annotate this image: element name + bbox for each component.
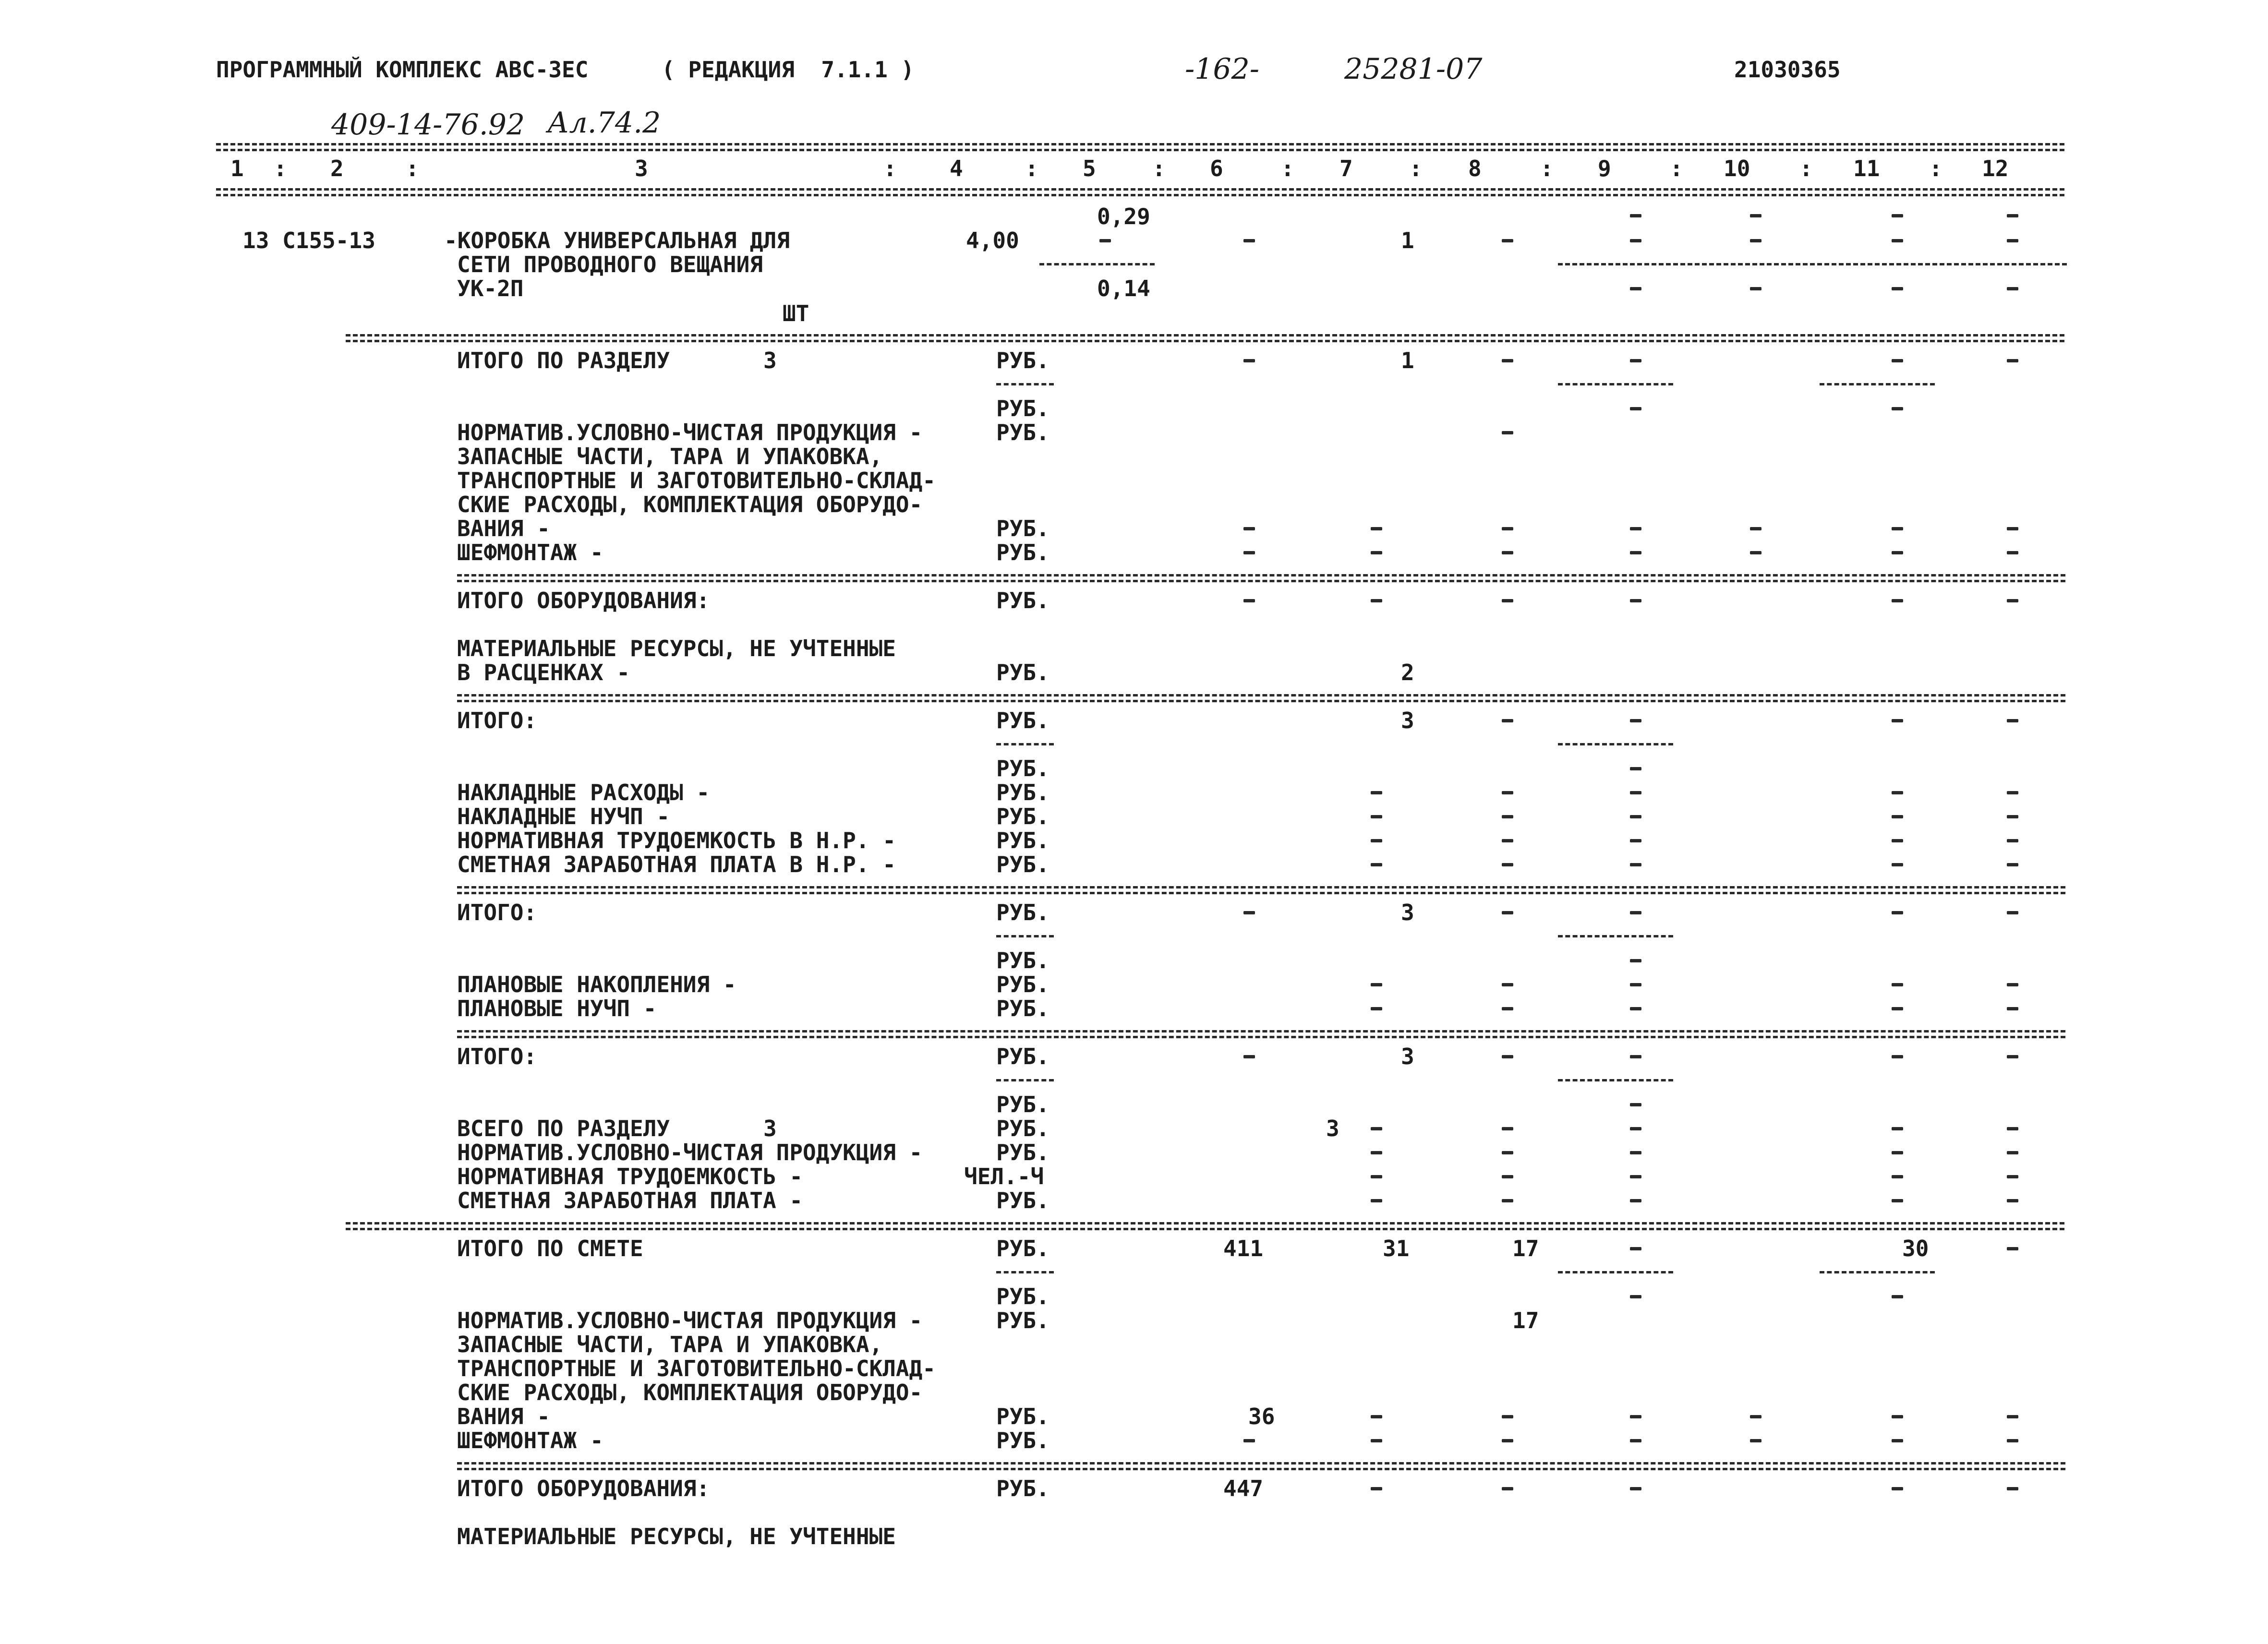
dash-mark	[1371, 599, 1382, 602]
unit-rub: РУБ.	[996, 420, 1050, 445]
column-header-6: 6	[1210, 156, 1223, 181]
spare-parts-line-4: ВАНИЯ -	[457, 516, 550, 541]
dash-mark	[2007, 1439, 2018, 1442]
section-rule	[457, 886, 2065, 888]
dash-mark	[1630, 359, 1641, 362]
section-total-col7: 1	[1401, 348, 1414, 373]
order-number: 25281-07	[1344, 52, 1483, 86]
column-header-11: 11	[1853, 156, 1880, 181]
dash-mark	[1892, 527, 1903, 530]
dash-mark	[1750, 214, 1761, 217]
sub-divider	[1558, 1079, 1673, 1081]
column-header-7: 7	[1339, 156, 1353, 181]
dash-mark	[2007, 791, 2018, 794]
sub-divider	[996, 383, 1054, 385]
dash-mark	[1892, 1295, 1903, 1298]
dash-mark	[1502, 791, 1513, 794]
dash-mark	[1630, 959, 1641, 962]
dash-mark	[1630, 551, 1641, 554]
estimate-equipment-col6: 447	[1223, 1476, 1264, 1501]
unit-rub: РУБ.	[996, 972, 1050, 997]
dash-mark	[2007, 1055, 2018, 1058]
unit-rub: РУБ.	[996, 1308, 1050, 1333]
dash-mark	[1892, 1127, 1903, 1130]
estimate-total-col7: 31	[1383, 1236, 1410, 1261]
dash-mark	[2007, 1415, 2018, 1418]
album-reference: Ал.74.2	[547, 106, 661, 140]
planned-savings-label: ПЛАНОВЫЕ НАКОПЛЕНИЯ -	[457, 972, 736, 997]
unit-rub: РУБ.	[996, 1404, 1050, 1429]
dash-mark	[2007, 214, 2018, 217]
sub-divider	[1820, 1271, 1935, 1273]
dash-mark	[1502, 1007, 1513, 1010]
sub-divider	[1558, 383, 1673, 385]
dash-mark	[1243, 527, 1255, 530]
dash-mark	[1892, 1415, 1903, 1418]
dash-mark	[1502, 239, 1513, 242]
dash-mark	[1371, 1487, 1382, 1490]
dash-mark	[2007, 1175, 2018, 1178]
labor-intensity-nr-label: НОРМАТИВНАЯ ТРУДОЕМКОСТЬ В Н.Р. -	[457, 828, 896, 853]
dash-mark	[1502, 1439, 1513, 1442]
dash-mark	[1371, 839, 1382, 842]
item-name-line-1: -КОРОБКА УНИВЕРСАЛЬНАЯ ДЛЯ	[444, 228, 790, 253]
column-header-1: 1	[230, 156, 244, 181]
column-header-5: 5	[1083, 156, 1096, 181]
unit-rub: РУБ.	[996, 1140, 1050, 1165]
column-sep: :	[274, 156, 287, 181]
dash-mark	[1502, 1415, 1513, 1418]
column-sep: :	[406, 156, 419, 181]
dash-mark	[1371, 1199, 1382, 1202]
dash-mark	[1371, 1439, 1382, 1442]
item-unit: ШТ	[783, 300, 809, 326]
document-code: 21030365	[1734, 57, 1841, 83]
dash-mark	[1502, 551, 1513, 554]
column-header-4: 4	[950, 156, 963, 181]
dash-mark	[1630, 599, 1641, 602]
dash-mark	[1750, 239, 1761, 242]
dash-mark	[2007, 1199, 2018, 1202]
estimate-total-col11: 30	[1902, 1236, 1929, 1261]
dash-mark	[2007, 1007, 2018, 1010]
dash-mark	[2007, 839, 2018, 842]
unit-rub: РУБ.	[996, 828, 1050, 853]
shefmontazh-label: ШЕФМОНТАЖ -	[457, 1428, 603, 1453]
dash-mark	[1371, 1175, 1382, 1178]
column-sep: :	[1409, 156, 1423, 181]
dash-mark	[1630, 1151, 1641, 1154]
column-sep: :	[1929, 156, 1942, 181]
dash-mark	[1630, 983, 1641, 986]
column-sep: :	[1799, 156, 1813, 181]
unit-rub: РУБ.	[996, 1476, 1050, 1501]
unit-rub: РУБ.	[996, 708, 1050, 733]
section-total-label: ИТОГО ПО РАЗДЕЛУ	[457, 348, 670, 373]
dash-mark	[1892, 1199, 1903, 1202]
dash-mark	[1371, 1007, 1382, 1010]
unit-rub: РУБ.	[996, 996, 1050, 1021]
dash-mark	[1243, 551, 1255, 554]
dash-mark	[1502, 983, 1513, 986]
column-sep: :	[1670, 156, 1683, 181]
section-rule-2	[457, 700, 2065, 702]
dash-mark	[1502, 839, 1513, 842]
unit-rub: РУБ.	[996, 900, 1050, 925]
dash-mark	[1892, 1439, 1903, 1442]
subtotal-label: ИТОГО:	[457, 708, 537, 733]
unit-rub: РУБ.	[996, 1188, 1050, 1213]
section-rule-2	[457, 580, 2065, 582]
spare-parts-line-4: ВАНИЯ -	[457, 1404, 550, 1429]
table-header-rule-2	[216, 194, 2064, 196]
dash-mark	[1502, 1151, 1513, 1154]
dash-mark	[1630, 1199, 1641, 1202]
sub-divider	[1558, 1271, 1673, 1273]
spare-parts-line-3: СКИЕ РАСХОДЫ, КОМПЛЕКТАЦИЯ ОБОРУДО-	[457, 1380, 923, 1405]
dash-mark	[1630, 239, 1641, 242]
dash-mark	[1892, 863, 1903, 866]
planned-nuchp-label: ПЛАНОВЫЕ НУЧП -	[457, 996, 657, 1021]
estimate-normativ-col8: 17	[1512, 1308, 1539, 1333]
dash-mark	[2007, 863, 2018, 866]
unit-rub: РУБ.	[996, 660, 1050, 685]
dash-mark	[1630, 287, 1641, 290]
spare-parts-line-3: СКИЕ РАСХОДЫ, КОМПЛЕКТАЦИЯ ОБОРУДО-	[457, 492, 923, 517]
section-grand-total-value: 3	[1326, 1116, 1339, 1141]
unit-rub: РУБ.	[996, 780, 1050, 805]
unit-rub: РУБ.	[996, 756, 1050, 781]
estimate-total-col6: 411	[1223, 1236, 1264, 1261]
item-quantity: 4,00	[966, 228, 1019, 253]
unit-rub: РУБ.	[996, 804, 1050, 829]
dash-mark	[1750, 287, 1761, 290]
material-resources-line-1: МАТЕРИАЛЬНЫЕ РЕСУРСЫ, НЕ УЧТЕННЫЕ	[457, 636, 896, 661]
dash-mark	[2007, 359, 2018, 362]
estimate-rule	[346, 1222, 2064, 1224]
section-rule-2	[346, 340, 2064, 342]
dash-mark	[2007, 983, 2018, 986]
dash-mark	[2007, 527, 2018, 530]
unit-rub: РУБ.	[996, 1284, 1050, 1309]
section-rule-2	[457, 892, 2065, 894]
dash-mark	[1630, 1103, 1641, 1106]
overhead-nuchp-label: НАКЛАДНЫЕ НУЧП -	[457, 804, 670, 829]
labor-intensity-label: НОРМАТИВНАЯ ТРУДОЕМКОСТЬ -	[457, 1164, 803, 1189]
dash-mark	[1502, 1127, 1513, 1130]
dash-mark	[1892, 214, 1903, 217]
sub-divider	[996, 743, 1054, 745]
column-sep: :	[883, 156, 897, 181]
sub-divider	[996, 935, 1054, 937]
dash-mark	[1892, 1175, 1903, 1178]
material-resources-col7: 2	[1401, 660, 1414, 685]
dash-mark	[1630, 1127, 1641, 1130]
column-header-8: 8	[1468, 156, 1482, 181]
unit-rub: РУБ.	[996, 396, 1050, 421]
dash-mark	[2007, 1151, 2018, 1154]
section-rule-2	[457, 1036, 2065, 1038]
normativ-label: НОРМАТИВ.УСЛОВНО-ЧИСТАЯ ПРОДУКЦИЯ -	[457, 420, 923, 445]
section-rule	[457, 1462, 2065, 1464]
column-header-9: 9	[1598, 156, 1611, 181]
dash-mark	[1892, 599, 1903, 602]
normativ-label: НОРМАТИВ.УСЛОВНО-ЧИСТАЯ ПРОДУКЦИЯ -	[457, 1308, 923, 1333]
dash-mark	[2007, 1487, 2018, 1490]
sub-divider	[996, 1079, 1054, 1081]
dash-mark	[1892, 287, 1903, 290]
dash-mark	[2007, 287, 2018, 290]
dash-mark	[1502, 1199, 1513, 1202]
column-sep: :	[1540, 156, 1554, 181]
dash-mark	[1892, 839, 1903, 842]
unit-rub: РУБ.	[996, 1428, 1050, 1453]
dash-mark	[1099, 239, 1111, 242]
dash-mark	[1630, 1175, 1641, 1178]
dash-mark	[1892, 407, 1903, 410]
dash-mark	[1502, 431, 1513, 434]
unit-rub: РУБ.	[996, 588, 1050, 613]
spare-parts-line-1: ЗАПАСНЫЕ ЧАСТИ, ТАРА И УПАКОВКА,	[457, 444, 883, 469]
dash-mark	[1892, 719, 1903, 722]
unit-rub: РУБ.	[996, 348, 1050, 373]
dash-mark	[1243, 911, 1255, 914]
estimate-total-col8: 17	[1512, 1236, 1539, 1261]
section-rule	[457, 1030, 2065, 1032]
dash-mark	[1630, 791, 1641, 794]
dash-mark	[1371, 863, 1382, 866]
dash-mark	[1892, 239, 1903, 242]
item-price-bottom: 0,14	[1097, 276, 1150, 301]
dash-mark	[1630, 911, 1641, 914]
dash-mark	[2007, 719, 2018, 722]
dash-mark	[1371, 551, 1382, 554]
table-header-rule	[216, 188, 2064, 191]
dash-mark	[1371, 791, 1382, 794]
subtotal-col7: 3	[1401, 708, 1414, 733]
dash-mark	[1630, 767, 1641, 770]
unit-rub: РУБ.	[996, 1236, 1050, 1261]
subtotal-col7: 3	[1401, 900, 1414, 925]
overhead-label: НАКЛАДНЫЕ РАСХОДЫ -	[457, 780, 710, 805]
item-cols-divider	[1558, 263, 2067, 265]
dash-mark	[1502, 1175, 1513, 1178]
column-sep: :	[1281, 156, 1294, 181]
subtotal-label: ИТОГО:	[457, 900, 537, 925]
dash-mark	[1502, 599, 1513, 602]
dash-mark	[1750, 1439, 1761, 1442]
unit-rub: РУБ.	[996, 516, 1050, 541]
column-sep: :	[1025, 156, 1038, 181]
dash-mark	[1502, 719, 1513, 722]
unit-rub: РУБ.	[996, 852, 1050, 877]
dash-mark	[1630, 407, 1641, 410]
equipment-total-label: ИТОГО ОБОРУДОВАНИЯ:	[457, 1476, 710, 1501]
equipment-total-label: ИТОГО ОБОРУДОВАНИЯ:	[457, 588, 710, 613]
section-rule	[346, 334, 2064, 336]
unit-man-hours: ЧЕЛ.-Ч	[964, 1164, 1044, 1189]
dash-mark	[2007, 239, 2018, 242]
dash-mark	[1502, 1055, 1513, 1058]
material-resources-line-2: В РАСЦЕНКАХ -	[457, 660, 630, 685]
section-number: 3	[763, 348, 777, 373]
page-number: -162-	[1185, 52, 1260, 86]
subtotal-label: ИТОГО:	[457, 1044, 537, 1069]
estimate-total-label: ИТОГО ПО СМЕТЕ	[457, 1236, 643, 1261]
sub-divider	[1558, 935, 1673, 937]
dash-mark	[1892, 815, 1903, 818]
dash-mark	[1750, 1415, 1761, 1418]
dash-mark	[1502, 359, 1513, 362]
dash-mark	[1630, 1415, 1641, 1418]
dash-mark	[1243, 359, 1255, 362]
dash-mark	[1243, 1055, 1255, 1058]
dash-mark	[1371, 1127, 1382, 1130]
dash-mark	[1892, 1055, 1903, 1058]
dash-mark	[1371, 1151, 1382, 1154]
dash-mark	[1630, 719, 1641, 722]
unit-rub: РУБ.	[996, 1116, 1050, 1141]
dash-mark	[1892, 551, 1903, 554]
dash-mark	[1630, 1007, 1641, 1010]
unit-rub: РУБ.	[996, 1092, 1050, 1117]
estimate-spare-parts-col6: 36	[1248, 1404, 1275, 1429]
program-title: ПРОГРАММНЫЙ КОМПЛЕКС АВС-3ЕС	[216, 57, 589, 83]
dash-mark	[1630, 863, 1641, 866]
dash-mark	[1630, 1295, 1641, 1298]
spare-parts-line-2: ТРАНСПОРТНЫЕ И ЗАГОТОВИТЕЛЬНО-СКЛАД-	[457, 1356, 936, 1381]
dash-mark	[1371, 815, 1382, 818]
spare-parts-line-2: ТРАНСПОРТНЫЕ И ЗАГОТОВИТЕЛЬНО-СКЛАД-	[457, 468, 936, 493]
section-rule	[457, 694, 2065, 696]
dash-mark	[1750, 551, 1761, 554]
unit-rub: РУБ.	[996, 540, 1050, 565]
dash-mark	[1243, 599, 1255, 602]
item-price-top: 0,29	[1097, 204, 1150, 229]
dash-mark	[1892, 359, 1903, 362]
sub-divider	[1558, 743, 1673, 745]
item-name-line-2: СЕТИ ПРОВОДНОГО ВЕЩАНИЯ	[457, 252, 763, 277]
item-number: 13 С155-13	[242, 228, 375, 253]
section-number: 3	[763, 1116, 777, 1141]
section-rule-2	[457, 1468, 2065, 1470]
column-header-2: 2	[330, 156, 344, 181]
item-price-divider	[1039, 263, 1155, 265]
dash-mark	[1630, 1487, 1641, 1490]
section-grand-total-label: ВСЕГО ПО РАЗДЕЛУ	[457, 1116, 670, 1141]
shefmontazh-label: ШЕФМОНТАЖ -	[457, 540, 603, 565]
dash-mark	[1371, 983, 1382, 986]
dash-mark	[1630, 527, 1641, 530]
column-header-10: 10	[1724, 156, 1750, 181]
dash-mark	[2007, 1127, 2018, 1130]
dash-mark	[1630, 1247, 1641, 1250]
dash-mark	[1630, 214, 1641, 217]
normativ-label: НОРМАТИВ.УСЛОВНО-ЧИСТАЯ ПРОДУКЦИЯ -	[457, 1140, 923, 1165]
unit-rub: РУБ.	[996, 1044, 1050, 1069]
column-sep: :	[1152, 156, 1166, 181]
dash-mark	[1892, 983, 1903, 986]
dash-mark	[1502, 911, 1513, 914]
dash-mark	[2007, 599, 2018, 602]
dash-mark	[1892, 1007, 1903, 1010]
dash-mark	[1630, 839, 1641, 842]
dash-mark	[2007, 551, 2018, 554]
dash-mark	[1630, 1439, 1641, 1442]
item-name-line-3: УК-2П	[457, 276, 524, 301]
table-top-rule	[216, 143, 2064, 145]
material-resources-line-1: МАТЕРИАЛЬНЫЕ РЕСУРСЫ, НЕ УЧТЕННЫЕ	[457, 1524, 896, 1549]
sub-divider	[1820, 383, 1935, 385]
dash-mark	[1243, 1439, 1255, 1442]
dash-mark	[2007, 815, 2018, 818]
unit-rub: РУБ.	[996, 948, 1050, 973]
wage-label: СМЕТНАЯ ЗАРАБОТНАЯ ПЛАТА -	[457, 1188, 803, 1213]
dash-mark	[1502, 527, 1513, 530]
subtotal-col7: 3	[1401, 1044, 1414, 1069]
estimate-rule-2	[346, 1228, 2064, 1230]
dash-mark	[1892, 1151, 1903, 1154]
column-header-3: 3	[635, 156, 648, 181]
spare-parts-line-1: ЗАПАСНЫЕ ЧАСТИ, ТАРА И УПАКОВКА,	[457, 1332, 883, 1357]
item-col7: 1	[1401, 228, 1414, 253]
dash-mark	[1371, 1415, 1382, 1418]
dash-mark	[1630, 815, 1641, 818]
dash-mark	[1630, 1055, 1641, 1058]
sub-divider	[996, 1271, 1054, 1273]
table-top-rule-2	[216, 149, 2064, 151]
dash-mark	[1892, 1487, 1903, 1490]
dash-mark	[1892, 791, 1903, 794]
section-rule	[457, 574, 2065, 576]
dash-mark	[1371, 527, 1382, 530]
program-edition: ( РЕДАКЦИЯ 7.1.1 )	[662, 57, 915, 83]
dash-mark	[1502, 1487, 1513, 1490]
dash-mark	[1502, 863, 1513, 866]
wage-nr-label: СМЕТНАЯ ЗАРАБОТНАЯ ПЛАТА В Н.Р. -	[457, 852, 896, 877]
dash-mark	[1892, 911, 1903, 914]
dash-mark	[2007, 1247, 2018, 1250]
column-header-12: 12	[1982, 156, 2009, 181]
dash-mark	[2007, 911, 2018, 914]
dash-mark	[1750, 527, 1761, 530]
dash-mark	[1243, 239, 1255, 242]
dash-mark	[1502, 815, 1513, 818]
project-reference: 409-14-76.92	[331, 108, 525, 142]
